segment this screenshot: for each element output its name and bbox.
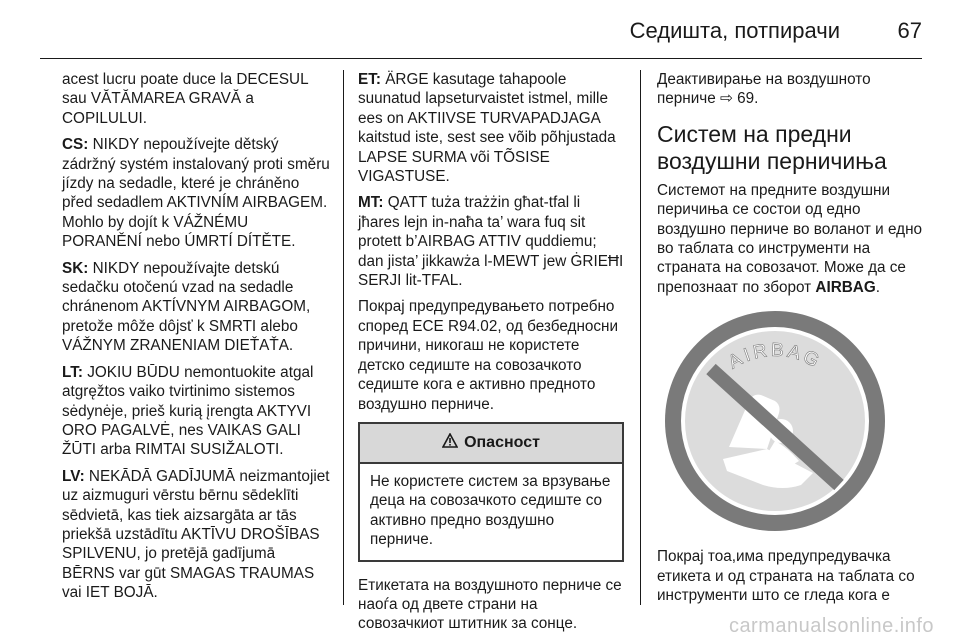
text-mt: QATT tuża trażżin għat-tfal li jħares lejn in-naħa ta’ wara fuq sit protett b’AIRBAG ATTIV quddiemu; dan jista’ jikkawża l-MEWT jew ĠRIEĦI SERJI lit-TFAL. [358,194,624,290]
text-lv: NEKĀDĀ GADĪJUMĀ neizmantojiet uz aizmuguri vērstu bērnu sēdeklīti sēdvietā, kas tiek aizsargāta ar tās priekšā uzstādītu AKTĪVU DROŠĪBAS SPILVENU, jo pretējā gadījumā BĒRNS var gūt SMAGAS TRAUMAS vai IET BOJĀ. [62,467,330,602]
system-text: Системот на предните воздушни перичиња се состои од едно воздушно перниче во воланот и едно во таблата со инструменти на страната на совозачот. Може да се препознаат по зборот [657,181,923,296]
watermark: carmanualsonline.info [728,615,934,637]
paragraph-cs [62,135,330,251]
text-et: ÄRGE kasutage tahapoole suunatud lapseturvaistet istmel, mille ees on AKTIIVSE TURVAPADJAGA kaitstud iste, sest see võib põhjustada LAPSE SURMA või TÕSISE VIGASTUSE. [358,71,616,186]
system-text-end: . [875,278,880,296]
airbag-warning-label-image [663,309,887,533]
lang-code-cs: CS: [62,136,89,154]
paragraph-deactivate [657,70,923,109]
paragraph-warning: Покрај предупредувањето потребно според ECE R94.02, од безбедносни причини, никогаш не користете детско седиште на совозачкото седиште кога е активно предното воздушно перниче. [358,298,619,413]
column-2 [358,70,624,641]
danger-header [360,424,622,464]
text-sk: NIKDY nepoužívajte detskú sedačku otočenú vzad na sedadle chránenom AKTÍVNYM AIRBAGOM, pretože môže dôjsť k SMRTI alebo VÁŽNYM ZRANENIAM DIEŤAŤA. [62,259,311,355]
danger-title: Опасност [464,434,540,452]
airbag-label-text: AIRBAG [724,340,826,374]
deactivate-text: Деактивирање на воздушното перниче [657,71,871,108]
page-number: 67 [897,18,922,43]
lang-code-mt: MT: [358,194,384,212]
airbag-word: AIRBAG [815,278,876,296]
section-title: Систем на предни воздушни перничиња [657,120,887,174]
lang-code-sk: SK: [62,259,89,277]
column-3 [657,70,923,612]
paragraph-mt [358,193,624,290]
page-title: Седишта, потпирачи [629,18,840,43]
paragraph-label: Етикетата на воздушното перниче се наоѓа од двете страни на совозачкиот штитник за сонце. [358,576,622,633]
paragraph-intro: acest lucru poate duce la DECESUL sau VĂTĂMAREA GRAVĂ a COPILULUI. [62,71,309,127]
warning-triangle-icon [442,433,458,453]
column-divider-1 [343,70,344,605]
lang-code-lv: LV: [62,467,85,485]
lang-code-et: ET: [358,71,381,88]
column-1 [62,70,330,610]
paragraph-lt [62,363,330,460]
paragraph-et [358,70,624,186]
danger-text: Не користете систем за врзување деца на совозачкото седиште со активно предно воздушно перниче. [370,472,611,549]
header-rule [40,58,922,59]
paragraph-sk [62,259,330,356]
page-header [0,0,960,60]
text-lt: JOKIU BŪDU nemontuokite atgal atgręžtos vaiko tvirtinimo sistemos sėdynėje, prieš kurią įrengta AKTYVI ORO PAGALVĖ, nes VAIKAS GALI ŽŪTI arba RIMTAI SUSIŽALOTI. [62,363,314,459]
column-divider-2 [640,70,641,605]
text-cs: NIKDY nepoužívejte dětský zádržný systém instalovaný proti směru jízdy na sedadle, které je chráněno před sedadlem AKTIVNÍM AIRBAGEM. Mohlo by dojít k VÁŽNÉMU PORANĚNÍ nebo ÚMRTÍ DÍTĚTE. [62,136,330,251]
paragraph-label-2: Покрај тоа,има предупредувачка етикета и од страната на таблата со инструменти што се гледа кога е [657,548,915,605]
danger-box [358,422,624,562]
page-ref[interactable]: 69. [737,90,759,108]
paragraph-lv [62,467,330,603]
arrow-ref-icon: ⇨ [720,90,738,108]
paragraph-system [657,181,923,297]
lang-code-lt: LT: [62,363,83,381]
